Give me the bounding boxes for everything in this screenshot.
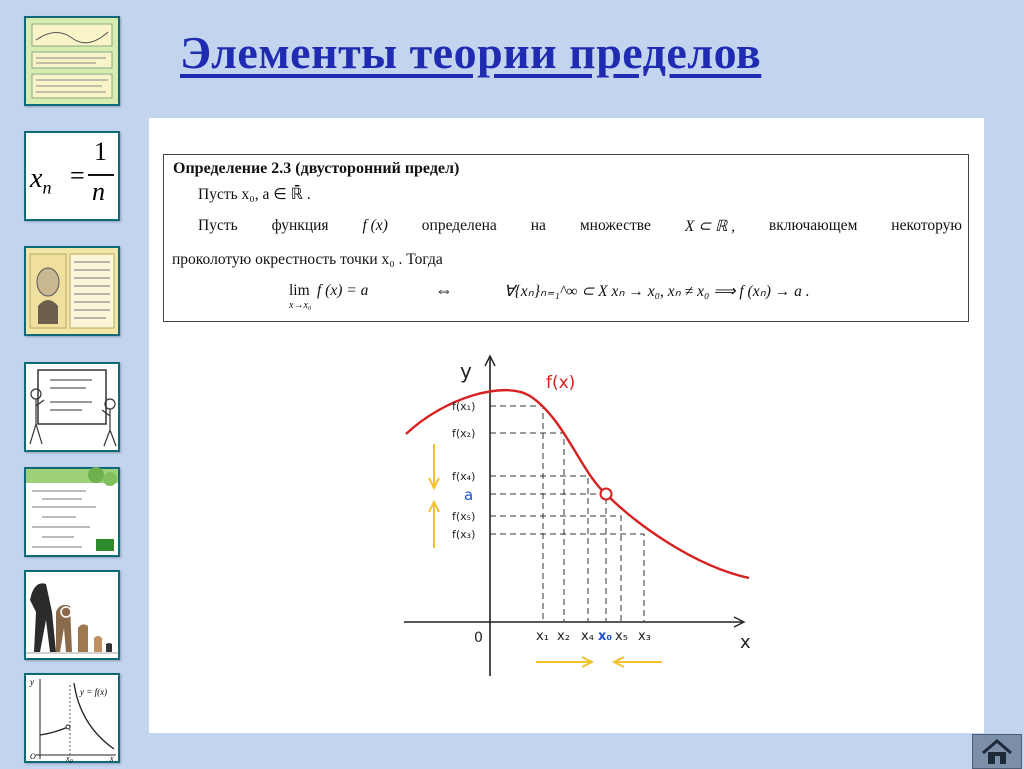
guide-x5 [490, 516, 621, 622]
limit-point [601, 489, 612, 500]
y-label-a: a [464, 486, 474, 504]
def-word: множестве [579, 217, 651, 234]
x-label-x1: x₁ [536, 629, 549, 644]
thumbnail-4[interactable] [24, 362, 120, 452]
thumb2-x: x [30, 163, 43, 194]
function-curve [406, 390, 749, 578]
definition-heading: Определение 2.3 (двусторонний предел) [173, 160, 460, 177]
thumbnail-1[interactable] [24, 16, 120, 106]
thumb7-y-label: y [30, 677, 34, 687]
thumb7-fx-label: y = f(x) [80, 687, 108, 697]
guide-x2 [490, 433, 564, 622]
thumb7-x0-x: x [66, 754, 70, 763]
origin-label: 0 [474, 630, 483, 646]
arrow-down [429, 444, 439, 488]
thumbnail-5-image [26, 469, 118, 555]
limit-graph-svg [404, 336, 764, 676]
definition-box [163, 154, 969, 322]
thumb7-x0-sub: 0 [69, 759, 73, 765]
formula-lim-subscript: x→x₀ [289, 300, 312, 311]
def-word: включающем [768, 217, 858, 234]
guide-x4 [490, 476, 588, 622]
y-label-fx2: f(x₂) [452, 427, 476, 440]
def-word: Пусть [198, 217, 238, 234]
thumb2-fraction-bar [88, 174, 114, 176]
thumb2-denominator: n [92, 177, 105, 206]
slide-title: Элементы теории пределов [180, 27, 762, 78]
def-word: некоторую [891, 217, 962, 234]
arrow-left [614, 657, 662, 667]
arrow-right [536, 657, 592, 667]
y-label-fx1: f(x₁) [452, 400, 476, 413]
def-word: функция [271, 217, 329, 234]
thumb2-numerator: 1 [94, 137, 107, 166]
definition-line-2 [198, 217, 962, 236]
x-label-x3: x₃ [638, 629, 651, 644]
thumbnail-6[interactable] [24, 570, 120, 660]
formula-rhs: ∀{xₙ}ₙ₌₁^∞ ⊂ X xₙ → x₀, xₙ ≠ x₀ ⟹ f (xₙ) → a . [504, 283, 810, 300]
thumb7-origin: O [30, 752, 36, 761]
y-label-fx3: f(x₃) [452, 528, 476, 541]
y-axis-label: y [460, 359, 472, 383]
def-word: на [530, 217, 546, 234]
formula-equivalence: ⇔ [435, 280, 453, 300]
limit-graph [404, 336, 764, 676]
x-axis-label: x [740, 632, 751, 653]
x-label-x5: x₅ [615, 629, 628, 644]
guide-a [490, 494, 606, 622]
x-label-x0: x₀ [598, 629, 613, 644]
thumbnail-7-image [26, 675, 118, 765]
thumb2-equals: = [70, 161, 85, 190]
y-label-fx4: f(x₄) [452, 470, 476, 483]
definition-line-3: проколотую окрестность точки x₀ . Тогда [172, 251, 443, 268]
thumbnail-3[interactable] [24, 246, 120, 336]
def-word: f (x) [362, 217, 388, 234]
thumbnail-2[interactable] [24, 131, 120, 221]
formula-lim: lim [289, 282, 310, 299]
def-word: X ⊂ ℝ , [684, 218, 735, 235]
x-label-x4: x₄ [581, 629, 594, 644]
guide-x1 [490, 406, 543, 622]
thumb2-xn [30, 163, 51, 199]
x-label-x2: x₂ [557, 629, 570, 644]
thumbnail-4-image [26, 364, 118, 450]
def-word: определена [421, 217, 497, 234]
curve-label: f(x) [546, 373, 576, 393]
formula-lhs: f (x) = a [317, 282, 369, 299]
thumb2-n-sub: n [42, 177, 52, 198]
y-label-fx5: f(x₅) [452, 510, 476, 523]
thumbnail-6-image [26, 572, 118, 658]
content-panel [149, 118, 984, 733]
thumb7-x-label: x [110, 754, 114, 763]
thumbnail-7[interactable] [24, 673, 120, 763]
definition-line-1: Пусть x₀, a ∈ ℝ̄ . [198, 186, 311, 203]
thumbnail-1-image [26, 18, 118, 104]
thumb7-x0 [65, 754, 73, 765]
home-icon [973, 735, 1021, 768]
home-button[interactable] [972, 734, 1022, 769]
arrow-up [429, 502, 439, 548]
thumbnail-3-image [26, 248, 118, 334]
thumbnail-5[interactable] [24, 467, 120, 557]
